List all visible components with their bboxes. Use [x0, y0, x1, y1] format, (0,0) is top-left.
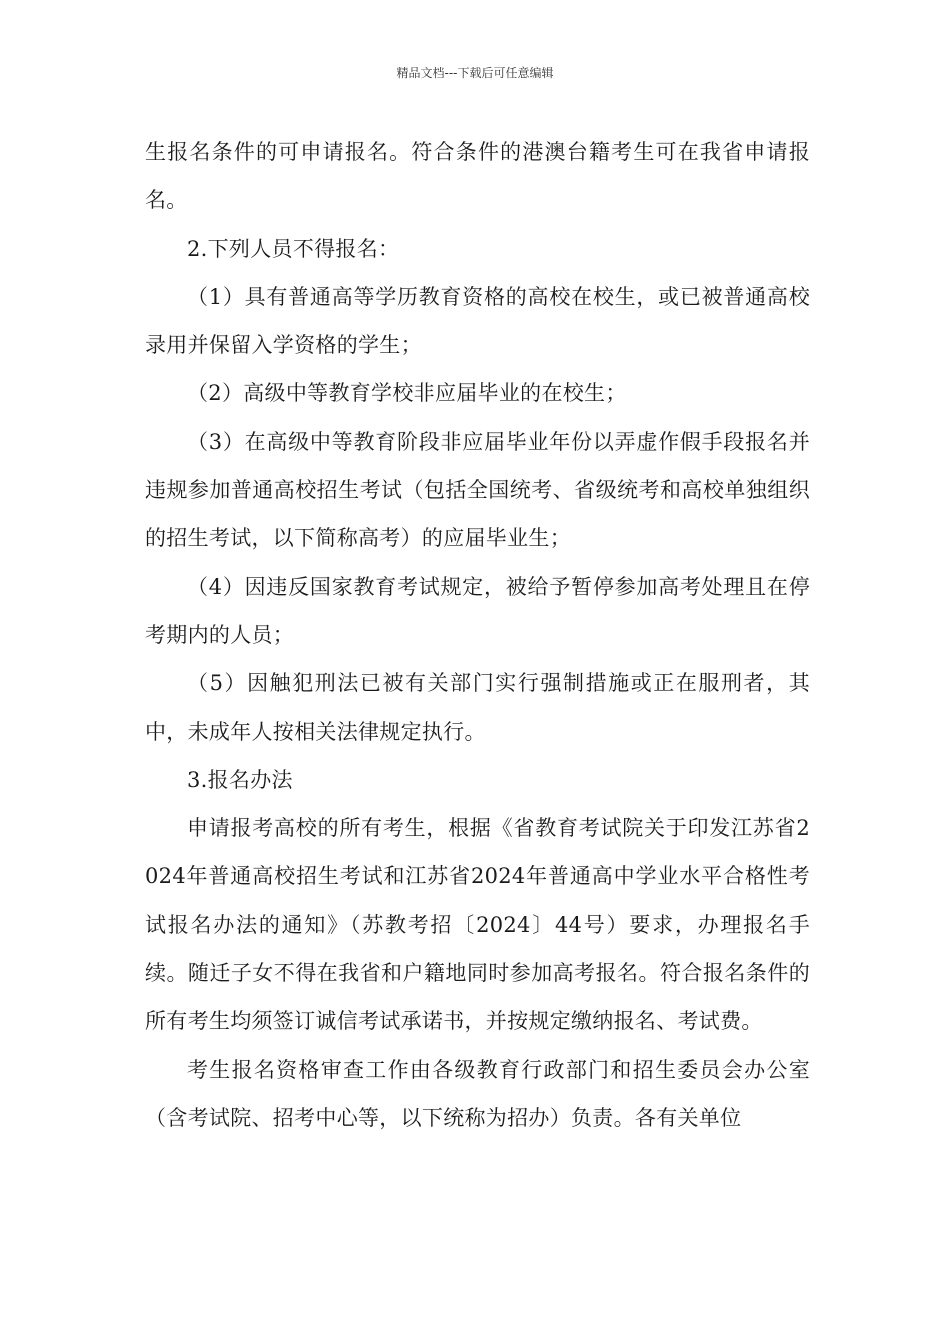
paragraph-7: （5）因触犯刑法已被有关部门实行强制措施或正在服刑者，其中，未成年人按相关法律规定执行。 [145, 671, 810, 744]
paragraph-1: 生报名条件的可申请报名。符合条件的港澳台籍考生可在我省申请报名。 [145, 140, 810, 213]
paragraph-5: （3）在高级中等教育阶段非应届毕业年份以弄虚作假手段报名并违规参加普通高校招生考试（包括全国统考、省级统考和高校单独组织的招生考试，以下简称高考）的应届毕业生； [145, 429, 810, 551]
paragraph-3: （1）具有普通高等学历教育资格的高校在校生，或已被普通高校录用并保留入学资格的学生； [145, 284, 810, 358]
page-header: 精品文档---下载后可任意编辑 [396, 66, 554, 80]
paragraph-8: 3.报名办法 [187, 767, 293, 792]
paragraph-10: 考生报名资格审查工作由各级教育行政部门和招生委员会办公室（含考试院、招考中心等，以下统称为招办）负责。各有关单位 [145, 1057, 810, 1130]
paragraph-6: （4）因违反国家教育考试规定，被给予暂停参加高考处理且在停考期内的人员； [145, 574, 810, 647]
paragraph-4: （2）高级中等教育学校非应届毕业的在校生； [187, 381, 627, 406]
paragraph-9: 申请报考高校的所有考生，根据《省教育考试院关于印发江苏省2024年普通高校招生考试和江苏省2024年普通高中学业水平合格性考试报名办法的通知》（苏教考招〔2024〕44号）要求，办理报名手续。随迁子女不得在我省和户籍地同时参加高考报名。符合报名条件的所有考生均须签订诚信考试承诺书，并按规定缴纳报名、考试费。 [145, 816, 810, 1034]
document-body [145, 128, 810, 1142]
paragraph-2: 2.下列人员不得报名： [187, 236, 400, 261]
